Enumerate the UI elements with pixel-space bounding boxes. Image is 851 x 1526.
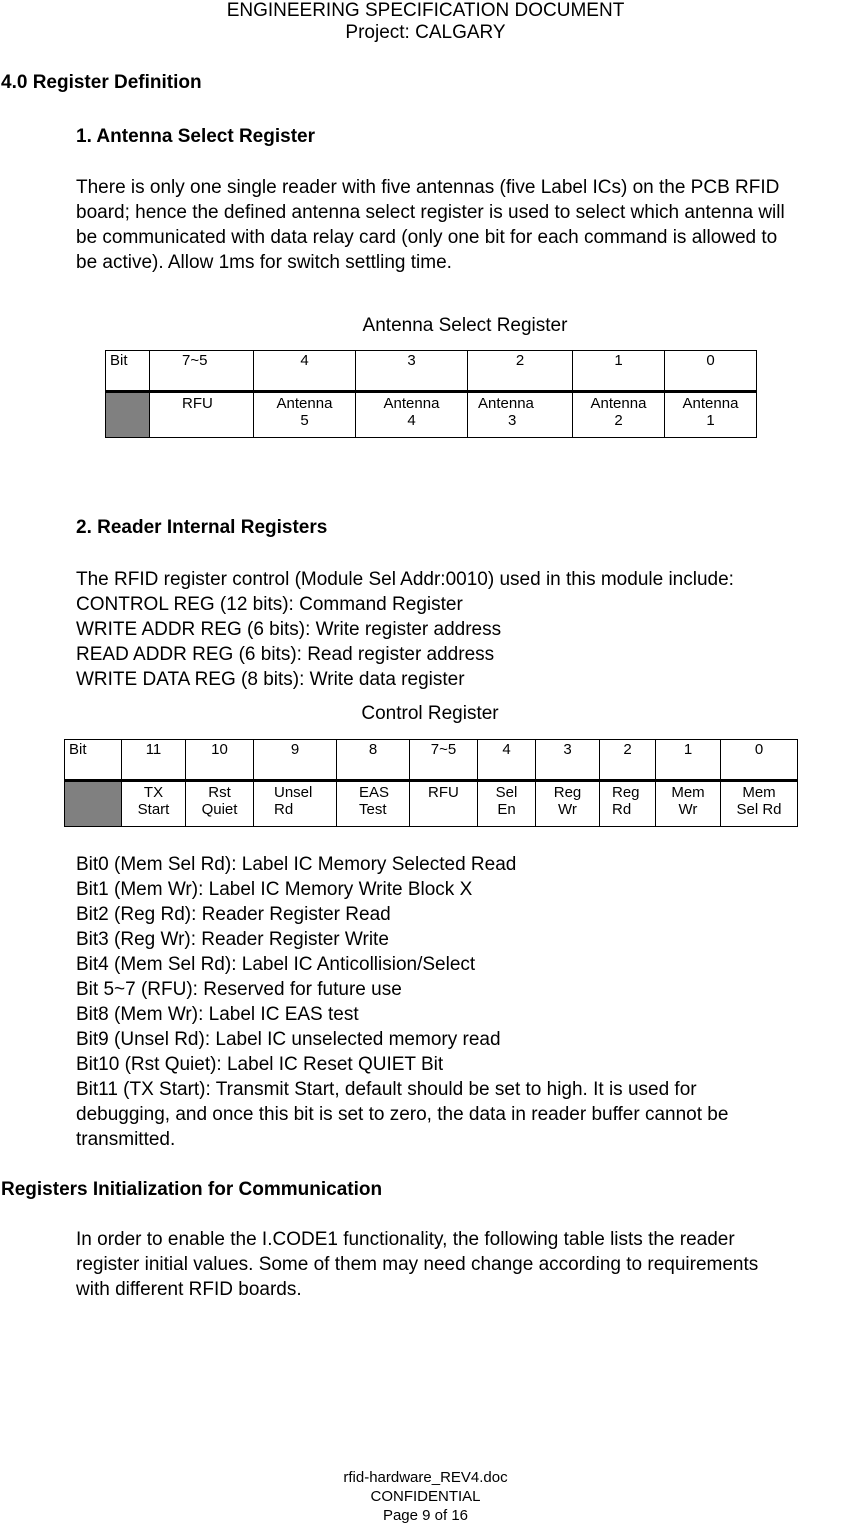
bit-cell: 4	[478, 740, 536, 781]
bit-description: transmitted.	[76, 1129, 176, 1150]
field-text: 5	[300, 412, 309, 429]
field-cell	[478, 781, 536, 827]
antenna-select-table	[105, 350, 757, 438]
field-text: Reg	[553, 784, 582, 801]
field-text: Antenna	[276, 395, 333, 412]
name-row	[65, 781, 798, 827]
field-text: Test	[359, 801, 387, 818]
paragraph-line: be communicated with data relay card (only one bit for each command is allowed to	[76, 227, 778, 248]
field-text: Antenna	[682, 395, 739, 412]
field-text: Unsel	[274, 784, 313, 801]
field-cell	[536, 781, 600, 827]
document-footer	[0, 1468, 851, 1525]
field-text: Mem	[742, 784, 776, 801]
antenna-table-caption: Antenna Select Register	[362, 315, 568, 336]
bit-description-list	[76, 852, 851, 1152]
field-text: Antenna	[383, 395, 440, 412]
field-text: Start	[137, 801, 170, 818]
field-text: Antenna	[478, 395, 534, 412]
field-text: EAS	[359, 784, 390, 801]
field-cell	[356, 392, 468, 438]
field-text: Rd	[274, 801, 294, 818]
bit-description: Bit 5~7 (RFU): Reserved for future use	[76, 979, 402, 1000]
field-cell	[150, 392, 254, 438]
control-table-caption: Control Register	[361, 703, 499, 724]
field-cell	[665, 392, 757, 438]
bit-cell: 11	[122, 740, 186, 781]
bit-label: Bit	[106, 351, 150, 392]
shaded-cell	[106, 392, 150, 438]
field-text: 1	[706, 412, 715, 429]
paragraph-line: be active). Allow 1ms for switch settling time.	[76, 252, 452, 273]
field-cell	[186, 781, 254, 827]
bit-description: Bit1 (Mem Wr): Label IC Memory Write Block X	[76, 879, 473, 900]
bit-cell: 3	[536, 740, 600, 781]
paragraph-line: WRITE DATA REG (8 bits): Write data register	[76, 669, 465, 690]
bit-cell: 1	[573, 351, 665, 392]
bit-cell: 8	[337, 740, 410, 781]
field-cell	[721, 781, 798, 827]
field-text: RFU	[428, 784, 459, 801]
section-title: 4.0 Register Definition	[1, 72, 202, 93]
bit-cell: 3	[356, 351, 468, 392]
bit-description: debugging, and once this bit is set to zero, the data in reader buffer cannot be	[76, 1104, 729, 1125]
bit-cell: 7~5	[150, 351, 254, 392]
name-row	[106, 392, 757, 438]
control-register-table	[64, 739, 798, 827]
paragraph-line: In order to enable the I.CODE1 functionality, the following table lists the reader	[76, 1229, 735, 1250]
field-text: Rst	[208, 784, 231, 801]
field-text: Quiet	[201, 801, 238, 818]
bit-cell: 2	[600, 740, 656, 781]
bit-cell: 4	[254, 351, 356, 392]
doc-title: ENGINEERING SPECIFICATION DOCUMENT	[226, 0, 625, 21]
reader-heading: 2. Reader Internal Registers	[76, 517, 328, 538]
bit-description: Bit3 (Reg Wr): Reader Register Write	[76, 929, 389, 950]
paragraph-line: with different RFID boards.	[76, 1279, 302, 1300]
field-text: Sel	[495, 784, 518, 801]
field-text: RFU	[182, 395, 213, 412]
field-text: 3	[508, 412, 517, 429]
bit-cell: 0	[665, 351, 757, 392]
project-name: Project: CALGARY	[345, 22, 506, 43]
field-cell	[468, 392, 573, 438]
antenna-paragraph	[76, 175, 851, 275]
bit-description: Bit11 (TX Start): Transmit Start, default should be set to high. It is used for	[76, 1079, 697, 1100]
field-text: Mem	[671, 784, 705, 801]
antenna-heading: 1. Antenna Select Register	[76, 126, 315, 147]
field-text: Sel Rd	[736, 801, 782, 818]
bit-cell: 1	[656, 740, 721, 781]
field-text: En	[497, 801, 516, 818]
document-header	[0, 0, 851, 44]
paragraph-line: board; hence the defined antenna select register is used to select which antenna will	[76, 202, 785, 223]
bit-description: Bit2 (Reg Rd): Reader Register Read	[76, 904, 391, 925]
field-cell	[254, 392, 356, 438]
field-cell	[337, 781, 410, 827]
field-text: 2	[614, 412, 623, 429]
confidential-label: CONFIDENTIAL	[370, 1488, 481, 1505]
reader-paragraph	[76, 567, 851, 692]
bit-cell: 7~5	[410, 740, 478, 781]
field-cell	[254, 781, 337, 827]
init-heading: Registers Initialization for Communication	[1, 1179, 383, 1200]
paragraph-line: WRITE ADDR REG (6 bits): Write register address	[76, 619, 502, 640]
paragraph-line: There is only one single reader with five antennas (five Label ICs) on the PCB RFID	[76, 177, 780, 198]
bit-cell: 9	[254, 740, 337, 781]
init-paragraph	[76, 1227, 851, 1302]
field-text: 4	[407, 412, 416, 429]
field-cell	[122, 781, 186, 827]
field-text: Wr	[558, 801, 577, 818]
field-cell	[656, 781, 721, 827]
field-cell	[600, 781, 656, 827]
file-name: rfid-hardware_REV4.doc	[343, 1469, 508, 1486]
paragraph-line: CONTROL REG (12 bits): Command Register	[76, 594, 463, 615]
page-number: Page 9 of 16	[382, 1507, 469, 1524]
paragraph-line: The RFID register control (Module Sel Addr:0010) used in this module include:	[76, 569, 734, 590]
bit-cell: 2	[468, 351, 573, 392]
field-cell	[573, 392, 665, 438]
bit-row	[106, 351, 757, 392]
bit-row	[65, 740, 798, 781]
shaded-cell	[65, 781, 122, 827]
bit-description: Bit8 (Mem Wr): Label IC EAS test	[76, 1004, 359, 1025]
bit-cell: 0	[721, 740, 798, 781]
field-text: Antenna	[590, 395, 647, 412]
paragraph-line: register initial values. Some of them may need change according to requirements	[76, 1254, 759, 1275]
field-text: TX	[143, 784, 164, 801]
field-text: Rd	[612, 801, 632, 818]
field-text: Wr	[678, 801, 698, 818]
bit-description: Bit10 (Rst Quiet): Label IC Reset QUIET Bit	[76, 1054, 444, 1075]
bit-description: Bit9 (Unsel Rd): Label IC unselected memory read	[76, 1029, 501, 1050]
paragraph-line: READ ADDR REG (6 bits): Read register address	[76, 644, 495, 665]
bit-description: Bit0 (Mem Sel Rd): Label IC Memory Selected Read	[76, 854, 517, 875]
bit-label: Bit	[65, 740, 122, 781]
bit-description: Bit4 (Mem Sel Rd): Label IC Anticollision/Select	[76, 954, 476, 975]
bit-cell: 10	[186, 740, 254, 781]
field-text: Reg	[612, 784, 640, 801]
field-cell	[410, 781, 478, 827]
